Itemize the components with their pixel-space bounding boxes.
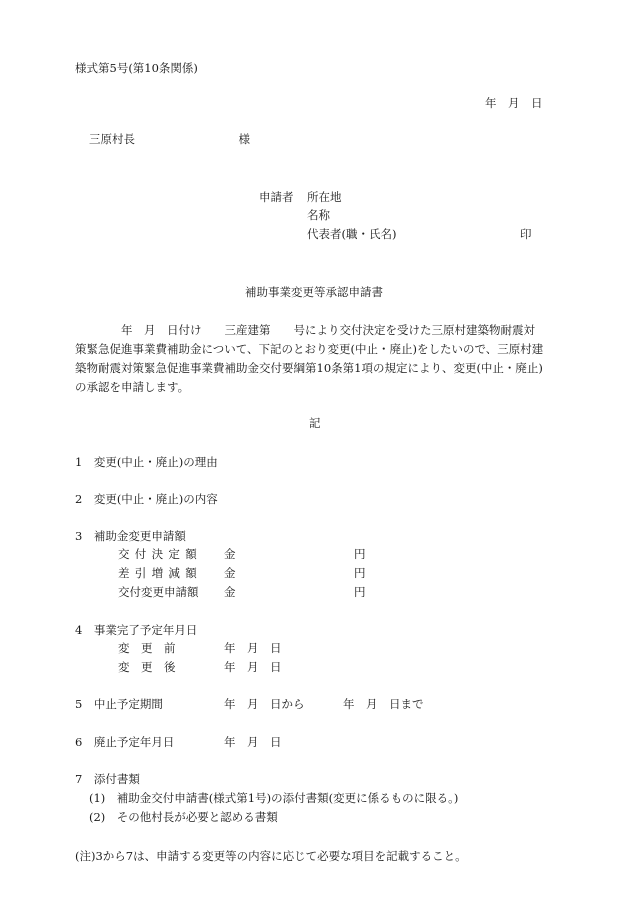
amount-row-kin: 金 — [224, 585, 236, 599]
item-3-heading: 3 補助金変更申請額 — [75, 529, 186, 543]
amount-row-yen: 円 — [354, 566, 366, 580]
addressee: 三原村長 様 — [89, 132, 250, 146]
applicant-name-label: 名称 — [307, 208, 330, 222]
abolition-date: 年 月 日 — [224, 735, 282, 749]
completion-before-date: 年 月 日 — [224, 641, 282, 655]
item-6-label: 6 廃止予定年月日 — [75, 735, 175, 749]
amount-row-label: 交付変更申請額 — [118, 585, 199, 599]
amount-row-yen: 円 — [354, 585, 366, 599]
item-1-reason: 1 変更(中止・廃止)の理由 — [75, 455, 218, 469]
amount-row-yen: 円 — [354, 547, 366, 561]
date-line: 年 月 日 — [485, 96, 543, 110]
attachment-1: (1) 補助金交付申請書(様式第1号)の添付書類(変更に係るものに限る。) — [89, 791, 459, 805]
amount-row-kin: 金 — [224, 566, 236, 580]
attachment-2: (2) その他村長が必要と認める書類 — [89, 810, 278, 824]
amount-row-label: 差引増減額 — [118, 566, 202, 580]
amount-row-kin: 金 — [224, 547, 236, 561]
document-title: 補助事業変更等承認申請書 — [245, 285, 383, 299]
body-line: 年 月 日付け 三産建第 号により交付決定を受けた三原村建築物耐震対 — [75, 323, 535, 337]
seal-mark: 印 — [520, 227, 532, 241]
body-line: 策緊急促進事業費補助金について、下記のとおり変更(中止・廃止)をしたいので、三原村建 — [75, 342, 544, 356]
suspension-to: 年 月 日まで — [343, 697, 424, 711]
applicant-representative-label: 代表者(職・氏名) — [307, 227, 397, 241]
body-line: 築物耐震対策緊急促進事業費補助金交付要綱第10条第1項の規定により、変更(中止・廃止) — [75, 361, 543, 375]
amount-row-label: 交付決定額 — [118, 547, 202, 561]
item-5-label: 5 中止予定期間 — [75, 697, 163, 711]
suspension-from: 年 月 日から — [224, 697, 305, 711]
footnote: (注)3から7は、申請する変更等の内容に応じて必要な項目を記載すること。 — [75, 849, 467, 863]
completion-after-date: 年 月 日 — [224, 660, 282, 674]
item-2-content: 2 変更(中止・廃止)の内容 — [75, 492, 218, 506]
completion-before-label: 変 更 前 — [118, 641, 176, 655]
applicant-address-label: 所在地 — [307, 190, 342, 204]
ki-heading: 記 — [309, 416, 321, 430]
applicant-label: 申請者 — [259, 190, 294, 204]
item-7-heading: 7 添付書類 — [75, 772, 140, 786]
body-line: の承認を申請します。 — [75, 380, 190, 394]
body-paragraph — [75, 321, 560, 397]
form-number: 様式第5号(第10条関係) — [75, 61, 198, 75]
completion-after-label: 変 更 後 — [118, 660, 176, 674]
item-4-heading: 4 事業完了予定年月日 — [75, 623, 198, 637]
